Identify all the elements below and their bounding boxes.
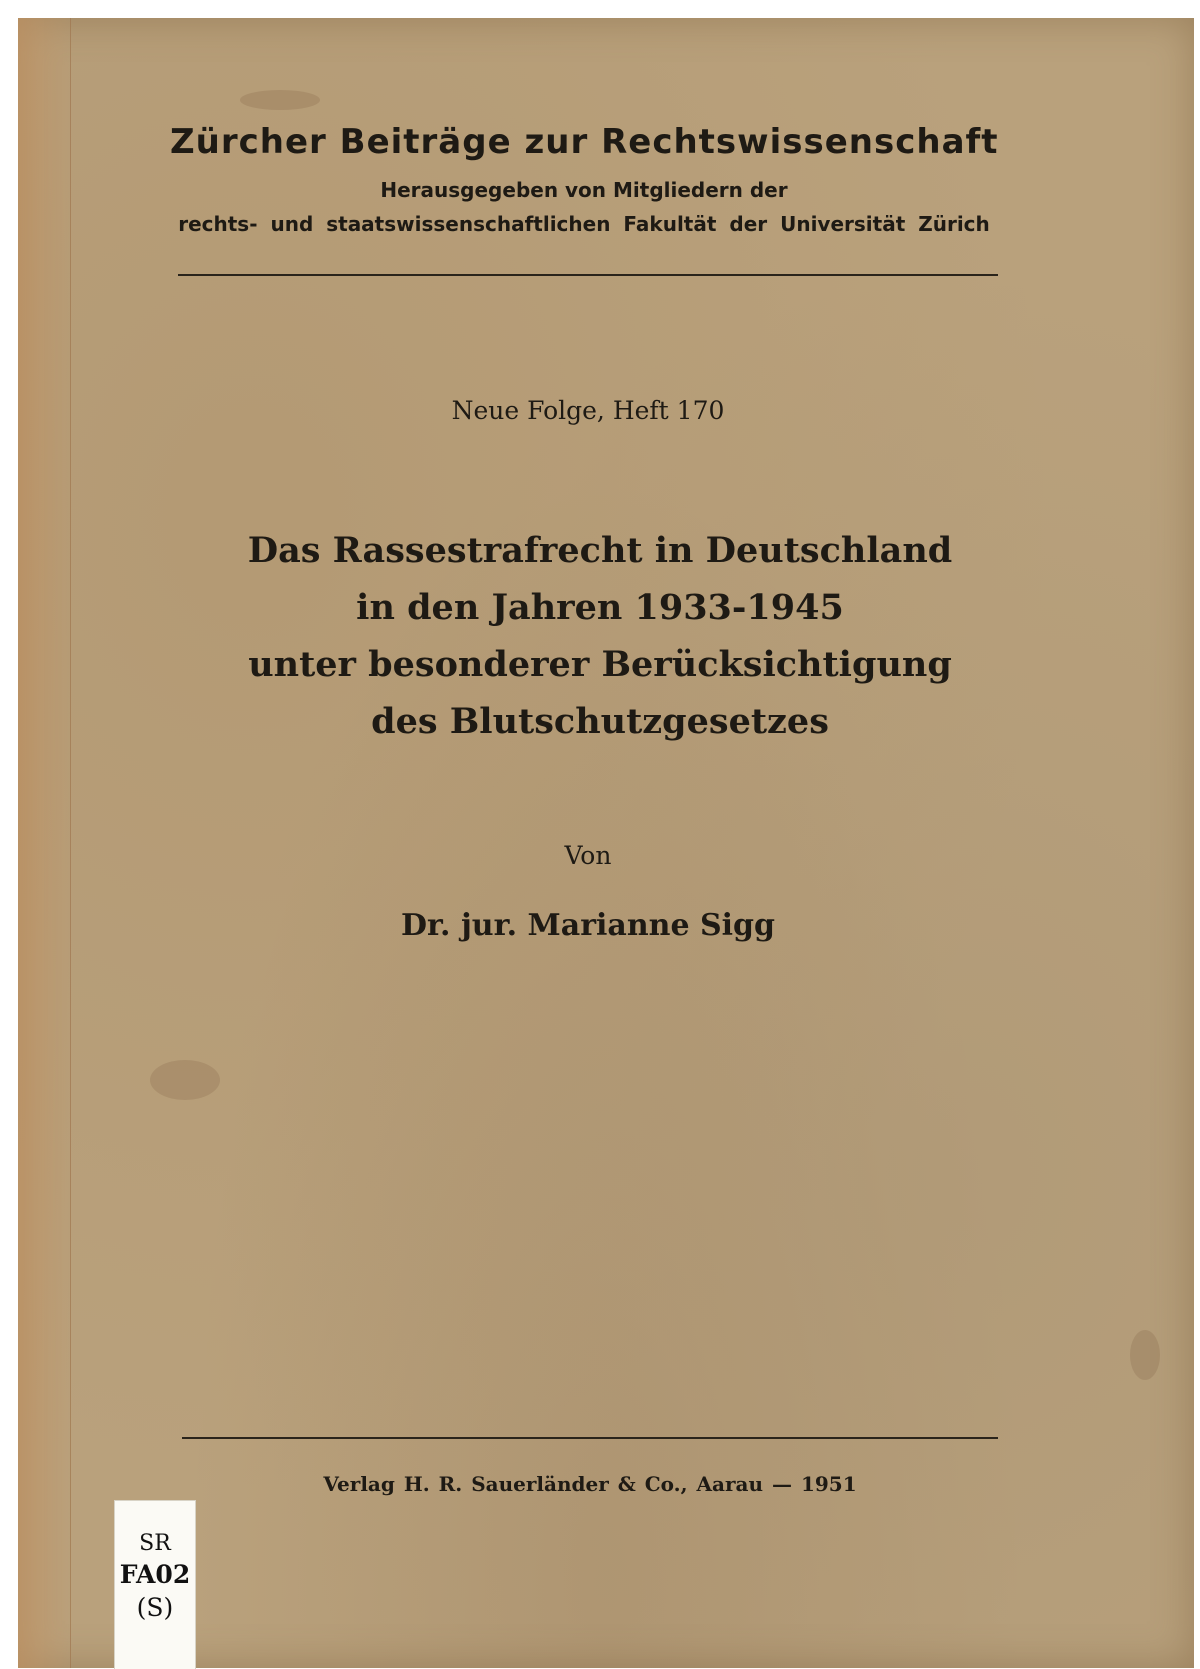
by-label: Von: [564, 841, 612, 870]
author-name: Dr. jur. Marianne Sigg: [400, 908, 776, 943]
call-number-line3: (S): [136, 1593, 174, 1622]
book-title-line: Das Rassestrafrecht in Deutschland: [247, 530, 953, 571]
call-number-line1: SR: [139, 1531, 171, 1556]
call-number-line2: FA02: [119, 1560, 191, 1589]
paper-stain: [150, 1060, 220, 1100]
bottom-divider: [182, 1437, 998, 1439]
series-number: Neue Folge, Heft 170: [451, 396, 725, 425]
series-title: Zürcher Beiträge zur Rechtswissenschaft: [170, 122, 999, 162]
series-subtitle-line2: rechts- und staatswissenschaftlichen Fakultät der Universität Zürich: [178, 212, 990, 236]
book-title: [180, 522, 1020, 750]
library-call-number-label: [114, 1500, 196, 1669]
paper-stain: [240, 90, 320, 110]
book-title-line: unter besonderer Berücksichtigung: [248, 644, 952, 685]
series-subtitle-line1: Herausgegeben von Mitgliedern der: [380, 178, 788, 202]
publisher-line: Verlag H. R. Sauerländer & Co., Aarau — 1951: [323, 1472, 857, 1496]
paper-stain: [1130, 1330, 1160, 1380]
book-title-line: in den Jahren 1933-1945: [356, 587, 844, 628]
book-title-line: des Blutschutzgesetzes: [371, 701, 829, 742]
spine-fold: [18, 18, 71, 1668]
top-divider: [178, 274, 998, 276]
